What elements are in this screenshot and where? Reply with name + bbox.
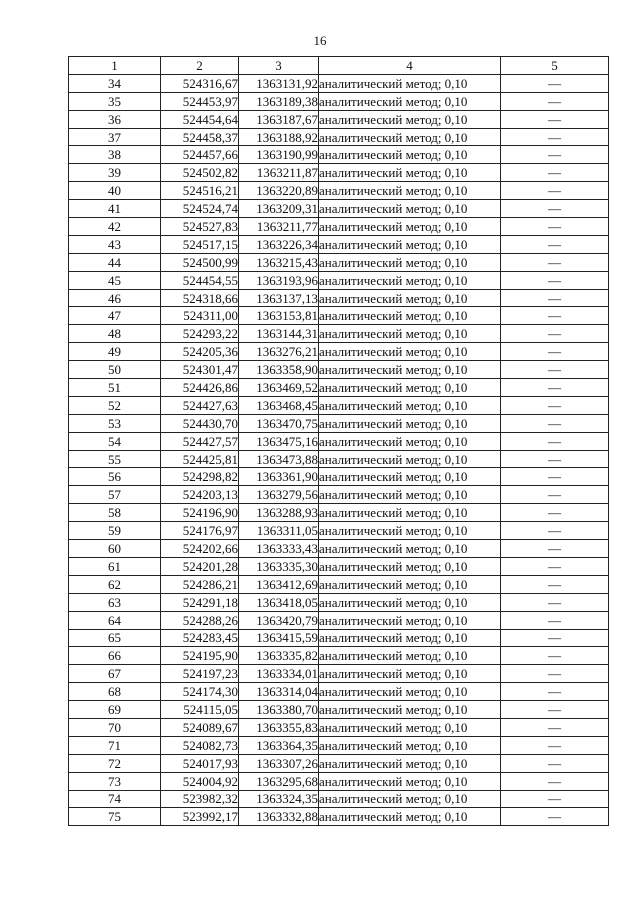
x-coordinate-cell: 524176,97 (161, 522, 239, 540)
table-row (69, 182, 609, 200)
y-coordinate-cell: 1363131,92 (239, 74, 319, 92)
y-coordinate-cell: 1363470,75 (239, 414, 319, 432)
x-coordinate-cell: 524286,21 (161, 575, 239, 593)
table-row (69, 575, 609, 593)
x-coordinate-cell: 524174,30 (161, 683, 239, 701)
y-coordinate-cell: 1363475,16 (239, 432, 319, 450)
x-coordinate-cell: 524288,26 (161, 611, 239, 629)
point-number-cell: 52 (69, 396, 161, 414)
note-cell: — (501, 754, 609, 772)
note-cell: — (501, 683, 609, 701)
method-cell: аналитический метод; 0,10 (319, 522, 501, 540)
y-coordinate-cell: 1363314,04 (239, 683, 319, 701)
x-coordinate-cell: 524195,90 (161, 647, 239, 665)
note-cell: — (501, 414, 609, 432)
y-coordinate-cell: 1363358,90 (239, 361, 319, 379)
point-number-cell: 57 (69, 486, 161, 504)
note-cell: — (501, 182, 609, 200)
point-number-cell: 74 (69, 790, 161, 808)
table-row (69, 396, 609, 414)
point-number-cell: 44 (69, 253, 161, 271)
method-cell: аналитический метод; 0,10 (319, 92, 501, 110)
table-row (69, 790, 609, 808)
note-cell: — (501, 271, 609, 289)
note-cell: — (501, 736, 609, 754)
table-row (69, 718, 609, 736)
point-number-cell: 36 (69, 110, 161, 128)
note-cell: — (501, 611, 609, 629)
y-coordinate-cell: 1363211,87 (239, 164, 319, 182)
table-row (69, 665, 609, 683)
method-cell: аналитический метод; 0,10 (319, 343, 501, 361)
note-cell: — (501, 92, 609, 110)
y-coordinate-cell: 1363189,38 (239, 92, 319, 110)
point-number-cell: 42 (69, 218, 161, 236)
method-cell: аналитический метод; 0,10 (319, 74, 501, 92)
method-cell: аналитический метод; 0,10 (319, 289, 501, 307)
x-coordinate-cell: 524301,47 (161, 361, 239, 379)
x-coordinate-cell: 524426,86 (161, 379, 239, 397)
note-cell: — (501, 128, 609, 146)
note-cell: — (501, 164, 609, 182)
y-coordinate-cell: 1363412,69 (239, 575, 319, 593)
table-row (69, 271, 609, 289)
table-row (69, 289, 609, 307)
y-coordinate-cell: 1363226,34 (239, 235, 319, 253)
note-cell: — (501, 396, 609, 414)
table-row (69, 754, 609, 772)
note-cell: — (501, 289, 609, 307)
method-cell: аналитический метод; 0,10 (319, 486, 501, 504)
y-coordinate-cell: 1363311,05 (239, 522, 319, 540)
y-coordinate-cell: 1363211,77 (239, 218, 319, 236)
point-number-cell: 71 (69, 736, 161, 754)
method-cell: аналитический метод; 0,10 (319, 396, 501, 414)
x-coordinate-cell: 524205,36 (161, 343, 239, 361)
table-row (69, 504, 609, 522)
x-coordinate-cell: 524425,81 (161, 450, 239, 468)
point-number-cell: 59 (69, 522, 161, 540)
y-coordinate-cell: 1363187,67 (239, 110, 319, 128)
y-coordinate-cell: 1363415,59 (239, 629, 319, 647)
table-row (69, 557, 609, 575)
point-number-cell: 50 (69, 361, 161, 379)
x-coordinate-cell: 524458,37 (161, 128, 239, 146)
y-coordinate-cell: 1363137,13 (239, 289, 319, 307)
header-col-4: 4 (319, 57, 501, 75)
note-cell: — (501, 718, 609, 736)
point-number-cell: 39 (69, 164, 161, 182)
note-cell: — (501, 772, 609, 790)
note-cell: — (501, 701, 609, 719)
point-number-cell: 47 (69, 307, 161, 325)
note-cell: — (501, 307, 609, 325)
point-number-cell: 53 (69, 414, 161, 432)
point-number-cell: 67 (69, 665, 161, 683)
point-number-cell: 34 (69, 74, 161, 92)
table-row (69, 629, 609, 647)
note-cell: — (501, 450, 609, 468)
header-col-5: 5 (501, 57, 609, 75)
point-number-cell: 37 (69, 128, 161, 146)
y-coordinate-cell: 1363332,88 (239, 808, 319, 826)
y-coordinate-cell: 1363364,35 (239, 736, 319, 754)
table-row (69, 307, 609, 325)
header-col-3: 3 (239, 57, 319, 75)
method-cell: аналитический метод; 0,10 (319, 557, 501, 575)
x-coordinate-cell: 524427,63 (161, 396, 239, 414)
point-number-cell: 49 (69, 343, 161, 361)
x-coordinate-cell: 524454,55 (161, 271, 239, 289)
note-cell: — (501, 468, 609, 486)
point-number-cell: 70 (69, 718, 161, 736)
table-row (69, 361, 609, 379)
header-col-1: 1 (69, 57, 161, 75)
method-cell: аналитический метод; 0,10 (319, 736, 501, 754)
x-coordinate-cell: 524283,45 (161, 629, 239, 647)
method-cell: аналитический метод; 0,10 (319, 218, 501, 236)
note-cell: — (501, 522, 609, 540)
x-coordinate-cell: 524454,64 (161, 110, 239, 128)
y-coordinate-cell: 1363307,26 (239, 754, 319, 772)
table-row (69, 772, 609, 790)
method-cell: аналитический метод; 0,10 (319, 146, 501, 164)
note-cell: — (501, 218, 609, 236)
table-row (69, 379, 609, 397)
note-cell: — (501, 629, 609, 647)
x-coordinate-cell: 524427,57 (161, 432, 239, 450)
note-cell: — (501, 504, 609, 522)
y-coordinate-cell: 1363144,31 (239, 325, 319, 343)
method-cell: аналитический метод; 0,10 (319, 665, 501, 683)
point-number-cell: 35 (69, 92, 161, 110)
coordinates-table (68, 56, 609, 826)
x-coordinate-cell: 524017,93 (161, 754, 239, 772)
y-coordinate-cell: 1363380,70 (239, 701, 319, 719)
table-row (69, 683, 609, 701)
x-coordinate-cell: 524004,92 (161, 772, 239, 790)
method-cell: аналитический метод; 0,10 (319, 253, 501, 271)
method-cell: аналитический метод; 0,10 (319, 808, 501, 826)
x-coordinate-cell: 524298,82 (161, 468, 239, 486)
table-row (69, 468, 609, 486)
y-coordinate-cell: 1363468,45 (239, 396, 319, 414)
table-row (69, 593, 609, 611)
point-number-cell: 73 (69, 772, 161, 790)
method-cell: аналитический метод; 0,10 (319, 200, 501, 218)
x-coordinate-cell: 524517,15 (161, 235, 239, 253)
table-row (69, 540, 609, 558)
method-cell: аналитический метод; 0,10 (319, 701, 501, 719)
note-cell: — (501, 593, 609, 611)
note-cell: — (501, 253, 609, 271)
y-coordinate-cell: 1363188,92 (239, 128, 319, 146)
point-number-cell: 45 (69, 271, 161, 289)
x-coordinate-cell: 524089,67 (161, 718, 239, 736)
y-coordinate-cell: 1363193,96 (239, 271, 319, 289)
table-row (69, 110, 609, 128)
method-cell: аналитический метод; 0,10 (319, 110, 501, 128)
x-coordinate-cell: 524115,05 (161, 701, 239, 719)
table-row (69, 235, 609, 253)
y-coordinate-cell: 1363190,99 (239, 146, 319, 164)
x-coordinate-cell: 524457,66 (161, 146, 239, 164)
method-cell: аналитический метод; 0,10 (319, 164, 501, 182)
x-coordinate-cell: 524430,70 (161, 414, 239, 432)
point-number-cell: 55 (69, 450, 161, 468)
method-cell: аналитический метод; 0,10 (319, 772, 501, 790)
x-coordinate-cell: 524453,97 (161, 92, 239, 110)
method-cell: аналитический метод; 0,10 (319, 718, 501, 736)
point-number-cell: 40 (69, 182, 161, 200)
y-coordinate-cell: 1363355,83 (239, 718, 319, 736)
method-cell: аналитический метод; 0,10 (319, 629, 501, 647)
x-coordinate-cell: 523982,32 (161, 790, 239, 808)
method-cell: аналитический метод; 0,10 (319, 575, 501, 593)
method-cell: аналитический метод; 0,10 (319, 271, 501, 289)
y-coordinate-cell: 1363276,21 (239, 343, 319, 361)
note-cell: — (501, 557, 609, 575)
x-coordinate-cell: 524318,66 (161, 289, 239, 307)
note-cell: — (501, 647, 609, 665)
note-cell: — (501, 540, 609, 558)
table-row (69, 522, 609, 540)
header-col-2: 2 (161, 57, 239, 75)
y-coordinate-cell: 1363473,88 (239, 450, 319, 468)
x-coordinate-cell: 524500,99 (161, 253, 239, 271)
table-row (69, 736, 609, 754)
y-coordinate-cell: 1363324,35 (239, 790, 319, 808)
note-cell: — (501, 235, 609, 253)
method-cell: аналитический метод; 0,10 (319, 647, 501, 665)
point-number-cell: 62 (69, 575, 161, 593)
note-cell: — (501, 432, 609, 450)
method-cell: аналитический метод; 0,10 (319, 468, 501, 486)
table-row (69, 200, 609, 218)
y-coordinate-cell: 1363279,56 (239, 486, 319, 504)
x-coordinate-cell: 524201,28 (161, 557, 239, 575)
table-row (69, 253, 609, 271)
point-number-cell: 75 (69, 808, 161, 826)
method-cell: аналитический метод; 0,10 (319, 414, 501, 432)
table-row (69, 92, 609, 110)
table-row (69, 325, 609, 343)
note-cell: — (501, 200, 609, 218)
point-number-cell: 69 (69, 701, 161, 719)
note-cell: — (501, 325, 609, 343)
method-cell: аналитический метод; 0,10 (319, 379, 501, 397)
point-number-cell: 60 (69, 540, 161, 558)
y-coordinate-cell: 1363361,90 (239, 468, 319, 486)
y-coordinate-cell: 1363420,79 (239, 611, 319, 629)
y-coordinate-cell: 1363220,89 (239, 182, 319, 200)
table-row (69, 414, 609, 432)
x-coordinate-cell: 524524,74 (161, 200, 239, 218)
y-coordinate-cell: 1363335,82 (239, 647, 319, 665)
method-cell: аналитический метод; 0,10 (319, 432, 501, 450)
note-cell: — (501, 665, 609, 683)
table-row (69, 164, 609, 182)
x-coordinate-cell: 524527,83 (161, 218, 239, 236)
point-number-cell: 46 (69, 289, 161, 307)
table-row (69, 808, 609, 826)
y-coordinate-cell: 1363469,52 (239, 379, 319, 397)
method-cell: аналитический метод; 0,10 (319, 325, 501, 343)
table-row (69, 343, 609, 361)
x-coordinate-cell: 524516,21 (161, 182, 239, 200)
point-number-cell: 56 (69, 468, 161, 486)
x-coordinate-cell: 523992,17 (161, 808, 239, 826)
table-row (69, 146, 609, 164)
method-cell: аналитический метод; 0,10 (319, 790, 501, 808)
y-coordinate-cell: 1363335,30 (239, 557, 319, 575)
y-coordinate-cell: 1363288,93 (239, 504, 319, 522)
y-coordinate-cell: 1363215,43 (239, 253, 319, 271)
table-row (69, 432, 609, 450)
table-row (69, 128, 609, 146)
point-number-cell: 54 (69, 432, 161, 450)
table-row (69, 611, 609, 629)
note-cell: — (501, 146, 609, 164)
note-cell: — (501, 343, 609, 361)
table-body (69, 74, 609, 825)
table-row (69, 74, 609, 92)
y-coordinate-cell: 1363209,31 (239, 200, 319, 218)
method-cell: аналитический метод; 0,10 (319, 450, 501, 468)
x-coordinate-cell: 524082,73 (161, 736, 239, 754)
note-cell: — (501, 575, 609, 593)
point-number-cell: 68 (69, 683, 161, 701)
point-number-cell: 61 (69, 557, 161, 575)
y-coordinate-cell: 1363418,05 (239, 593, 319, 611)
x-coordinate-cell: 524502,82 (161, 164, 239, 182)
note-cell: — (501, 110, 609, 128)
x-coordinate-cell: 524196,90 (161, 504, 239, 522)
point-number-cell: 48 (69, 325, 161, 343)
table-header-row (69, 57, 609, 75)
point-number-cell: 38 (69, 146, 161, 164)
table-row (69, 701, 609, 719)
note-cell: — (501, 808, 609, 826)
method-cell: аналитический метод; 0,10 (319, 611, 501, 629)
point-number-cell: 41 (69, 200, 161, 218)
x-coordinate-cell: 524311,00 (161, 307, 239, 325)
method-cell: аналитический метод; 0,10 (319, 307, 501, 325)
x-coordinate-cell: 524316,67 (161, 74, 239, 92)
point-number-cell: 65 (69, 629, 161, 647)
note-cell: — (501, 486, 609, 504)
method-cell: аналитический метод; 0,10 (319, 540, 501, 558)
note-cell: — (501, 361, 609, 379)
method-cell: аналитический метод; 0,10 (319, 235, 501, 253)
table-row (69, 450, 609, 468)
table-row (69, 486, 609, 504)
method-cell: аналитический метод; 0,10 (319, 683, 501, 701)
point-number-cell: 63 (69, 593, 161, 611)
x-coordinate-cell: 524291,18 (161, 593, 239, 611)
method-cell: аналитический метод; 0,10 (319, 593, 501, 611)
method-cell: аналитический метод; 0,10 (319, 504, 501, 522)
y-coordinate-cell: 1363295,68 (239, 772, 319, 790)
y-coordinate-cell: 1363153,81 (239, 307, 319, 325)
point-number-cell: 58 (69, 504, 161, 522)
y-coordinate-cell: 1363333,43 (239, 540, 319, 558)
table-row (69, 647, 609, 665)
page-number: 16 (313, 33, 327, 48)
point-number-cell: 43 (69, 235, 161, 253)
note-cell: — (501, 74, 609, 92)
note-cell: — (501, 379, 609, 397)
table-row (69, 218, 609, 236)
point-number-cell: 51 (69, 379, 161, 397)
point-number-cell: 66 (69, 647, 161, 665)
x-coordinate-cell: 524202,66 (161, 540, 239, 558)
point-number-cell: 64 (69, 611, 161, 629)
x-coordinate-cell: 524197,23 (161, 665, 239, 683)
method-cell: аналитический метод; 0,10 (319, 182, 501, 200)
note-cell: — (501, 790, 609, 808)
method-cell: аналитический метод; 0,10 (319, 754, 501, 772)
point-number-cell: 72 (69, 754, 161, 772)
x-coordinate-cell: 524203,13 (161, 486, 239, 504)
method-cell: аналитический метод; 0,10 (319, 361, 501, 379)
y-coordinate-cell: 1363334,01 (239, 665, 319, 683)
x-coordinate-cell: 524293,22 (161, 325, 239, 343)
method-cell: аналитический метод; 0,10 (319, 128, 501, 146)
